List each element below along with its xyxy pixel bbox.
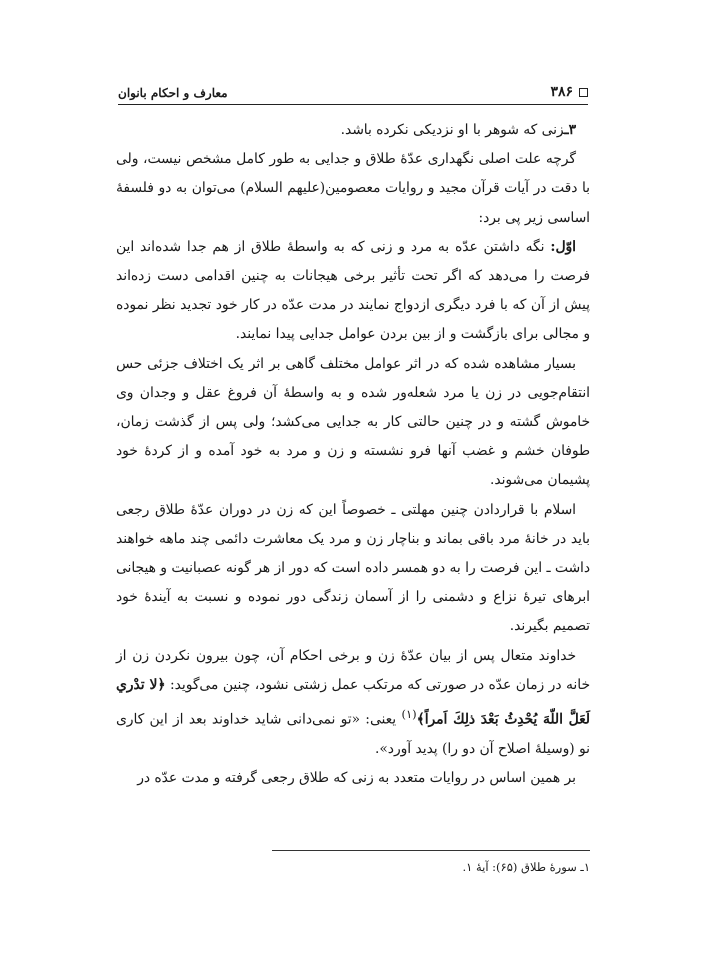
paragraph-1: [116, 116, 590, 145]
paragraph-2: [116, 145, 590, 233]
footnote-divider: [272, 850, 590, 851]
footnote: ۱ـ سورهٔ طلاق (۶۵): آیهٔ ۱.: [462, 860, 590, 874]
running-title: معارف و احکام بانوان: [118, 86, 228, 100]
paragraph-lead: ۳ـ: [564, 122, 576, 138]
paragraph-text: اسلام با قراردادن چنین مهلتی ـ خصوصاً این که زن در دوران عدّهٔ طلاق رجعی باید در خانهٔ مرد باقی بماند و بناچار زن و مرد یک معاشرت دائمی چند ماهه خواهند داشت ـ این فرصت را به دو همسر داده است که دور از هر گونه عصبانیت و هیجانی ابرهای تیرهٔ نزاع و دشمنی را از آسمان زندگی دور نموده و نسبت به آیندهٔ خود تصمیم بگیرند.: [116, 501, 590, 635]
paragraph-text: بسیار مشاهده شده که در اثر عوامل مختلف گاهی بر اثر یک اختلاف جزئی حس انتقام‌جویی در زن یا مرد شعله‌ور شده و به واسطهٔ آن فروغ عقل و وجدان وی خاموش گشته و در چنین حالتی کار به جدایی می‌کشد؛ ولی پس از گذشت زمان، طوفان خشم و غضب آنها فرو نشسته و زن و مرد به خود آمده و از کردهٔ خود پشیمان می‌شوند.: [116, 355, 590, 489]
verse-intro: خداوند متعال پس از بیان عدّهٔ زن و برخی احکام آن، چون بیرون نکردن زن از خانه در زمان عدّه در صورتی که مرتکب عمل زشتی نشود، چنین می‌گوید:: [116, 647, 590, 693]
body-text: [116, 116, 590, 793]
paragraph-3: [116, 233, 590, 350]
page-number: ۳۸۶: [550, 84, 573, 100]
paragraph-text: بر همین اساس در روایات متعدد به زنی که طلاق رجعی گرفته و مدت عدّه در: [137, 770, 576, 787]
paragraph-text: زنی که شوهر با او نزدیکی نکرده باشد.: [340, 122, 565, 138]
paragraph-last: [116, 764, 590, 793]
verse-translation: یعنی: «تو نمی‌دانی شاید خداوند بعد از این کاری نو (وسیلهٔ اصلاح آن دو را) پدید آورد».: [116, 711, 590, 757]
quran-verse: ﴿لا تدْري لَعَلَّ اللّهَ يُحْدِثُ بَعْدَ ذلِكَ اَمراً﴾: [116, 676, 590, 728]
paragraph-verse: [116, 642, 590, 764]
paragraph-text: گرچه علت اصلی نگهداری عدّهٔ طلاق و جدایی به طور کامل مشخص نیست، ولی با دقت در آیات قرآن مجید و روایات معصومین(علیهم السلام) می‌توان به دو فلسفهٔ اساسی زیر پی برد:: [116, 151, 590, 226]
square-bullet-icon: [579, 88, 588, 97]
paragraph-text: نگه داشتن عدّه به مرد و زنی که به واسطهٔ طلاق از هم جدا شده‌اند این فرصت را می‌دهد که اگر تحت تأثیر برخی هیجانات به چنین اقدامی دست زده‌اند پیش از آن که با فرد دیگری ازدواج نمایند در مدت عدّه در کار خود تجدید نظر نموده و مجالی برای بازگشت و از بین بردن عوامل جدایی پیدا نمایند.: [116, 238, 590, 343]
footnote-mark[interactable]: (۱): [401, 707, 417, 722]
paragraph-5: [116, 496, 590, 642]
paragraph-lead: اوّل:: [550, 238, 576, 255]
page-number-block: [550, 84, 588, 100]
page-header: [118, 78, 588, 105]
paragraph-4: [116, 350, 590, 496]
